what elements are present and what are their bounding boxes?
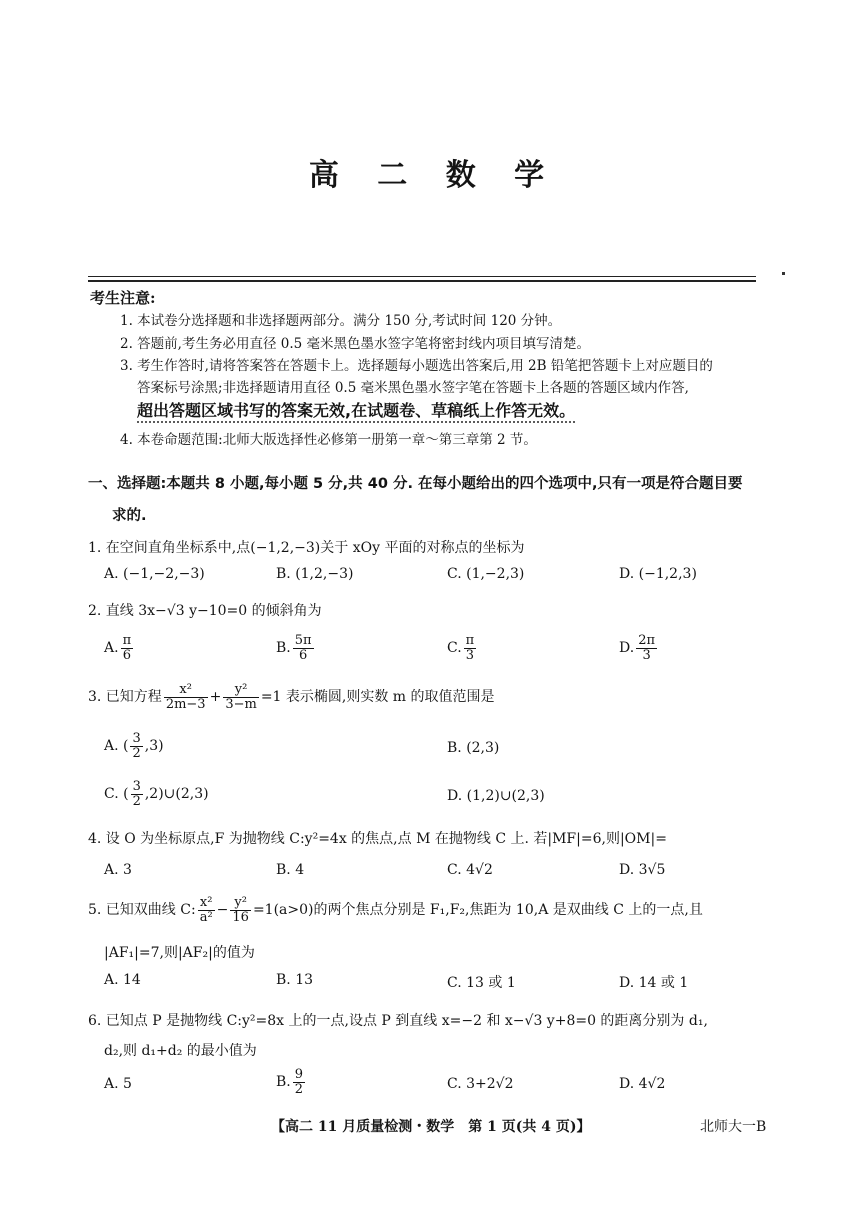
footer-version: 北师大一B: [700, 1119, 767, 1135]
question-3-option-d: D. (1,2)∪(2,3): [447, 788, 545, 804]
question-2-stem: 2. 直线 3x−√3 y−10=0 的倾斜角为: [88, 603, 322, 619]
footer-page-info: 【高二 11 月质量检测・数学 第 1 页(共 4 页)】: [271, 1119, 591, 1135]
fraction: $\frac{\text{y²}}{16}$: [232, 895, 249, 925]
question-4-option-b: B. 4: [276, 862, 305, 878]
question-2-option-d: D. $\frac{2\pi}{3}$: [619, 633, 656, 663]
question-1-option-d: D. (−1,2,3): [619, 566, 697, 582]
question-3-option-a: A. ( $\frac{3}{2}$ ,3): [104, 731, 164, 761]
question-2-option-b: B. $\frac{5\pi}{6}$: [276, 633, 312, 663]
question-3-option-b: B. (2,3): [447, 740, 500, 756]
section-heading: 一、选择题:本题共 8 小题,每小题 5 分,共 40 分. 在每小题给出的四个选项中,只有一项是符合题目要: [88, 476, 743, 492]
question-6-option-b: B. $\frac{9}{2}$: [276, 1067, 304, 1097]
question-5-option-a: A. 14: [104, 972, 141, 988]
fraction: $\frac{3}{2}$: [132, 731, 141, 761]
question-1-stem: 1. 在空间直角坐标系中,点(−1,2,−3)关于 xOy 平面的对称点的坐标为: [88, 540, 525, 556]
notice-heading: 考生注意:: [90, 289, 156, 307]
notice-bold-warning: 超出答题区域书写的答案无效,在试题卷、草稿纸上作答无效。: [137, 401, 576, 420]
question-1-option-c: C. (1,−2,3): [447, 566, 525, 582]
margin-dot: [782, 272, 785, 275]
question-6-option-d: D. 4√2: [619, 1076, 666, 1092]
question-4-stem: 4. 设 O 为坐标原点,F 为抛物线 C:y²=4x 的焦点,点 M 在抛物线 C 上. 若|MF|=6,则|OM|=: [88, 831, 667, 847]
notice-item-3-cont: 答案标号涂黑;非选择题请用直径 0.5 毫米黑色墨水签字笔在答题卡上各题的答题区域内作答,: [137, 380, 689, 396]
question-5-option-d: D. 14 或 1: [619, 975, 689, 991]
fraction: $\frac{9}{2}$: [294, 1067, 304, 1097]
fraction: $\frac{\text{x²}}{2m-3}$: [165, 682, 206, 712]
question-2-option-a: A. $\frac{\pi}{6}$: [104, 633, 132, 663]
fraction: $\frac{\pi}{6}$: [122, 633, 132, 663]
notice-item-2: 2. 答题前,考生务必用直径 0.5 毫米黑色墨水签字笔将密封线内项目填写清楚。: [120, 336, 591, 352]
fraction: $\frac{5\pi}{6}$: [294, 633, 312, 663]
question-5-stem-cont: |AF₁|=7,则|AF₂|的值为: [104, 945, 255, 961]
question-6-stem-cont: d₂,则 d₁+d₂ 的最小值为: [104, 1043, 257, 1059]
fraction: $\frac{\text{y²}}{3-m}$: [225, 682, 257, 712]
question-3-stem: 3. 已知方程 $\frac{\text{x²}}{2m-3}$ + $\frac{\text{y²}}{3-m}$ =1 表示椭圆,则实数 m 的取值范围是: [88, 682, 495, 712]
question-5-option-c: C. 13 或 1: [447, 975, 516, 991]
question-3-option-c: C. ( $\frac{3}{2}$ ,2)∪(2,3): [104, 779, 209, 809]
fraction: $\frac{3}{2}$: [132, 779, 141, 809]
notice-item-3: 3. 考生作答时,请将答案答在答题卡上。选择题每小题选出答案后,用 2B 铅笔把答题卡上对应题目的: [120, 358, 713, 374]
page-title: 高 二 数 学: [308, 158, 559, 193]
question-1-option-a: A. (−1,−2,−3): [104, 566, 205, 582]
fraction: $\frac{\pi}{3}$: [465, 633, 475, 663]
question-5-stem: 5. 已知双曲线 C: $\frac{\text{x²}}{\text{a²}}$ − $\frac{\text{y²}}{16}$ =1(a>0)的两个焦点分别是 F₁,F₂,焦距为 10,A 是双曲线 C 上的一点,且: [88, 895, 703, 925]
question-6-option-a: A. 5: [104, 1076, 132, 1092]
section-heading-cont: 求的.: [112, 508, 147, 524]
question-6-option-c: C. 3+2√2: [447, 1076, 514, 1092]
fraction: $\frac{\text{x²}}{\text{a²}}$: [199, 895, 213, 925]
header-rule-thin: [88, 276, 756, 277]
question-4-option-a: A. 3: [104, 862, 132, 878]
header-rule-thick: [88, 280, 756, 282]
question-4-option-c: C. 4√2: [447, 862, 493, 878]
question-6-stem: 6. 已知点 P 是抛物线 C:y²=8x 上的一点,设点 P 到直线 x=−2 和 x−√3 y+8=0 的距离分别为 d₁,: [88, 1013, 708, 1029]
question-2-option-c: C. $\frac{\pi}{3}$: [447, 633, 475, 663]
fraction: $\frac{2\pi}{3}$: [638, 633, 656, 663]
notice-item-4: 4. 本卷命题范围:北师大版选择性必修第一册第一章～第三章第 2 节。: [120, 432, 537, 448]
notice-item-1: 1. 本试卷分选择题和非选择题两部分。满分 150 分,考试时间 120 分钟。: [120, 313, 562, 329]
question-4-option-d: D. 3√5: [619, 862, 666, 878]
question-1-option-b: B. (1,2,−3): [276, 566, 354, 582]
question-5-option-b: B. 13: [276, 972, 314, 988]
